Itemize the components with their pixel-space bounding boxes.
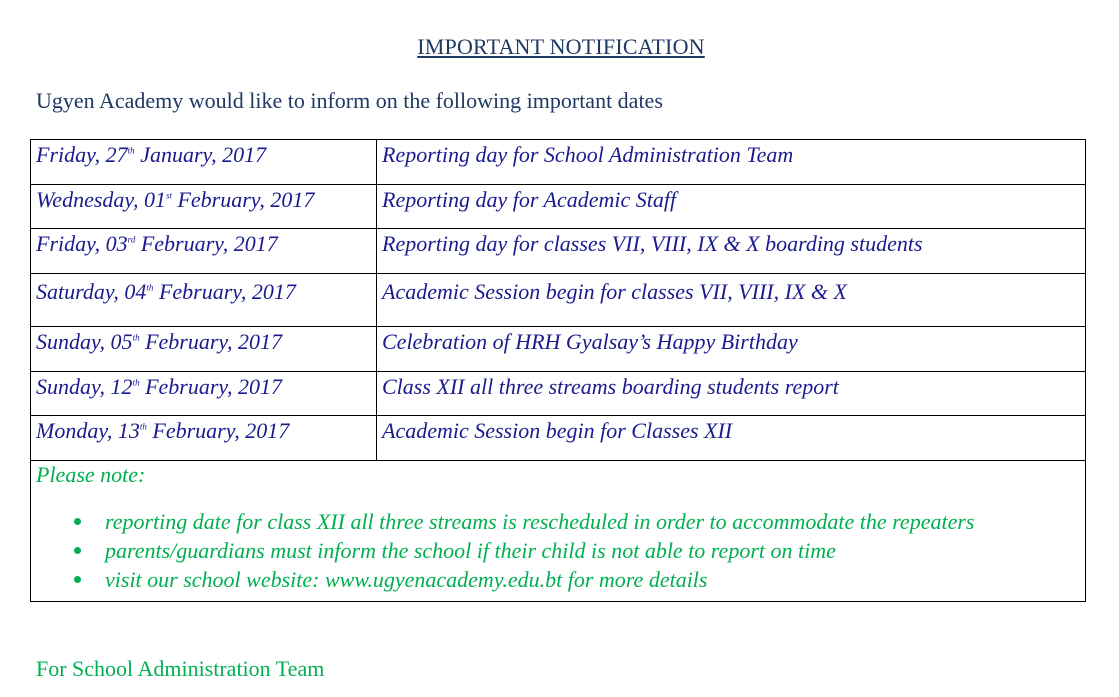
event-cell: Academic Session begin for Classes XII [377,416,1086,461]
event-cell: Reporting day for classes VII, VIII, IX & X boarding students [377,229,1086,274]
date-cell: Friday, 03rd February, 2017 [31,229,377,274]
page-title: IMPORTANT NOTIFICATION [417,34,705,59]
date-cell: Monday, 13th February, 2017 [31,416,377,461]
note-text: reporting date for class XII all three streams is rescheduled in order to accommodate the repeaters [105,509,975,534]
table-row [31,229,1086,274]
date-cell: Friday, 27th January, 2017 [31,140,377,185]
bullet-icon [74,576,81,583]
bullet-icon [74,518,81,525]
notes-list [31,507,974,594]
table-row [31,372,1086,416]
table-row [31,185,1086,229]
event-cell: Class XII all three streams boarding students report [377,372,1086,416]
table-row [31,140,1086,185]
table-row [31,416,1086,461]
event-cell: Celebration of HRH Gyalsay’s Happy Birthday [377,327,1086,372]
date-cell: Sunday, 12th February, 2017 [31,372,377,416]
table-row [31,327,1086,372]
note-text: visit our school website: www.ugyenacademy.edu.bt for more details [105,567,708,592]
event-cell: Academic Session begin for classes VII, VIII, IX & X [377,274,1086,327]
date-cell: Sunday, 05th February, 2017 [31,327,377,372]
table-row [31,274,1086,327]
event-cell: Reporting day for School Administration Team [377,140,1086,185]
intro-text: Ugyen Academy would like to inform on the following important dates [36,88,663,113]
bullet-icon [74,547,81,554]
date-cell: Saturday, 04th February, 2017 [31,274,377,327]
note-text: parents/guardians must inform the school if their child is not able to report on time [105,538,836,563]
event-cell: Reporting day for Academic Staff [377,185,1086,229]
list-item [31,565,974,594]
notes-box [30,460,1086,602]
notes-heading: Please note: [36,462,146,487]
list-item [31,536,974,565]
date-cell: Wednesday, 01st February, 2017 [31,185,377,229]
signature-line: For School Administration Team [36,656,325,681]
dates-table [30,139,1086,461]
list-item [31,507,974,536]
